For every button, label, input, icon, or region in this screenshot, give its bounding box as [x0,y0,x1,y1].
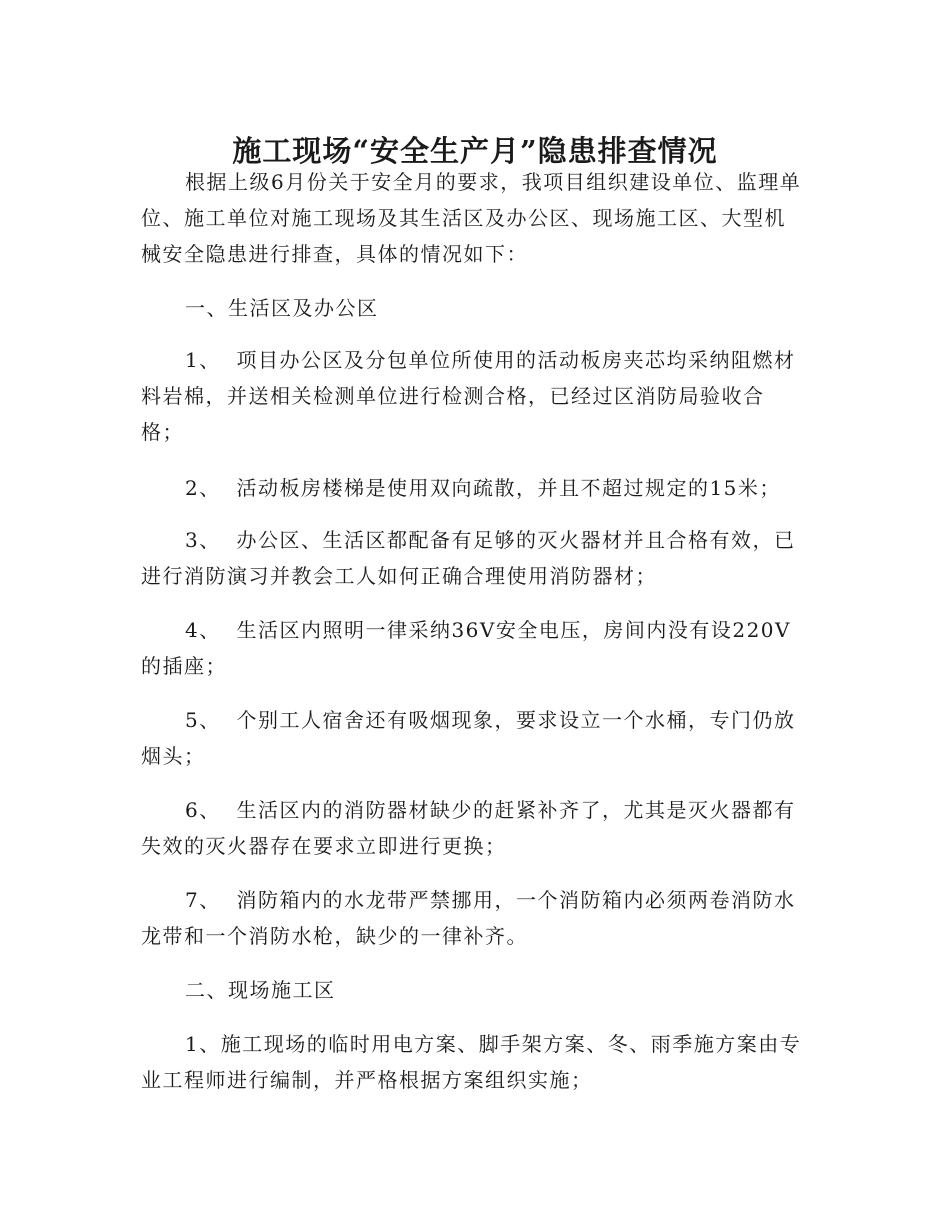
list-item [141,470,806,506]
section-heading-1: 一、生活区及办公区 [185,296,379,320]
item-text: 活动板房楼梯是使用双向疏散，并且不超过规定的15米； [236,476,781,500]
item-number: 1、 [185,1032,221,1056]
item-text: 项目办公区及分包单位所使用的活动板房夹芯均采纳阻燃材料岩棉，并送相关检测单位进行检测合格，已经过区消防局验收合格； [141,348,796,444]
item-number: 4、 [185,618,221,642]
list-item [141,882,806,954]
document-title: 施工现场“安全生产月”隐患排查情况 [232,134,718,169]
list-item [141,342,806,450]
item-text: 生活区内的消防器材缺少的赶紧补齐了，尤其是灭火器都有失效的灭火器存在要求立即进行更换； [141,798,796,858]
intro-paragraph: 根据上级6月份关于安全月的要求，我项目组织建设单位、监理单位、施工单位对施工现场及其生活区及办公区、现场施工区、大型机械安全隐患进行排查，具体的情况如下： [141,170,802,266]
item-number: 2、 [185,476,221,500]
item-number: 3、 [185,528,221,552]
list-item [141,792,806,864]
item-number: 1、 [185,348,221,372]
section-heading-2: 二、现场施工区 [185,978,336,1002]
item-number: 7、 [185,888,221,912]
list-item [141,1026,806,1098]
item-text: 个别工人宿舍还有吸烟现象，要求设立一个水桶，专门仍放烟头； [141,708,796,768]
item-text: 生活区内照明一律采纳36V安全电压，房间内没有设220V的插座； [141,618,791,678]
list-item [141,522,806,594]
item-text: 办公区、生活区都配备有足够的灭火器材并且合格有效，已进行消防演习并教会工人如何正确合理使用消防器材； [141,528,796,588]
item-text: 施工现场的临时用电方案、脚手架方案、冬、雨季施方案由专业工程师进行编制，并严格根据方案组织实施； [141,1032,802,1092]
item-number: 5、 [185,708,221,732]
item-number: 6、 [185,798,221,822]
item-text: 消防箱内的水龙带严禁挪用，一个消防箱内必须两卷消防水龙带和一个消防水枪，缺少的一律补齐。 [141,888,796,948]
list-item [141,612,806,684]
list-item [141,702,806,774]
